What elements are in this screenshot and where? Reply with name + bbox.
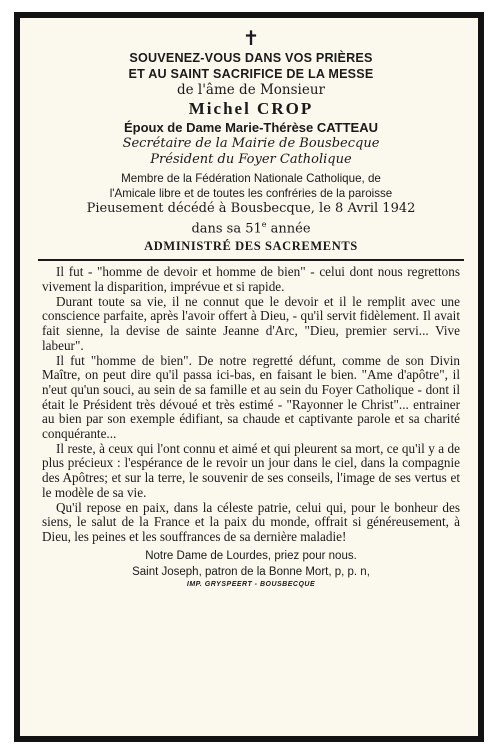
eulogy-paragraph-3: Il fut "homme de bien". De notre regretté défunt, comme de son Divin Maître, on peut dire qu'il passa ici-bas, en faisant le bien. "Ame d'apôtre", il n'eut qu'un souci, au sein de sa famille et au sein du Foyer Catholique - dont il était le Président très dévoué et très estimé - "Rayonner le Christ"... entrainer au bien par son exemple édifiant, sa chaude et captivante parole et sa charité conquérante... [42,352,460,442]
death-line-1: Pieusement décédé à Bousbecque, le 8 Avril 1942 [86,201,416,216]
prayer-line-2: Saint Joseph, patron de la Bonne Mort, p, p. n, [132,565,370,578]
death-line-2-post: année [266,221,311,237]
card-content [42,28,460,728]
divider [38,259,464,261]
membership-line-2: l'Amicale libre et de toutes les confréries de la paroisse [109,187,393,200]
eulogy-paragraph-1: Il fut - "homme de devoir et homme de bien" - celui dont nous regrettons vivement la disparition, imprévue et si rapide. [42,264,460,295]
header-line-2: ET AU SAINT SACRIFICE DE LA MESSE [128,67,374,81]
printer-mark: IMP. GRYSPEERT - BOUSBECQUE [186,580,316,588]
membership-line-1: Membre de la Fédération Nationale Catholique, de [121,172,381,185]
cross-icon: ✝ [242,26,260,50]
role-line-2: Président du Foyer Catholique [150,152,352,167]
death-line-2 [42,217,460,237]
header-line-1: SOUVENEZ-VOUS DANS VOS PRIÈRES [129,51,373,65]
eulogy-text [42,265,460,544]
death-line-2-sup: e [261,220,267,229]
header-line-3: de l'âme de Monsieur [176,82,326,98]
deceased-name: Michel CROP [188,99,314,118]
death-line-2-pre: dans sa 51 [191,221,262,237]
role-line-1: Secrétaire de la Mairie de Bousbecque [122,136,380,151]
spouse-line: Époux de Dame Marie-Thérèse CATTEAU [123,120,379,135]
prayer-line-1: Notre Dame de Lourdes, priez pour nous. [145,549,357,562]
eulogy-paragraph-2: Durant toute sa vie, il ne connut que le devoir et il le remplit avec une conscience parfaite, après l'avoir offert à Dieu, - qu'il servit fidèlement. Il avait fait sienne, la devise de sainte Jeanne d'Arc, "Dieu, premier servi... Vive labeur". [42,293,460,353]
eulogy-paragraph-5: Qu'il repose en paix, dans la céleste patrie, celui qui, pour le bonheur des siens, le salut de la France et la paix du monde, offrait si généreusement, à Dieu, les peines et les souffrances de sa dernière maladie! [42,499,460,544]
eulogy-paragraph-4: Il reste, à ceux qui l'ont connu et aimé et qui pleurent sa mort, ce qu'il y a de plus précieux : l'espérance de le revoir un jour dans le ciel, dans la compagnie des Apôtres; et sur la terre, le souvenir de ses conseils, l'image de ses vertus et le modèle de sa vie. [42,440,460,500]
memorial-card [14,12,484,742]
sacraments-line: ADMINISTRÉ DES SACREMENTS [144,239,358,254]
